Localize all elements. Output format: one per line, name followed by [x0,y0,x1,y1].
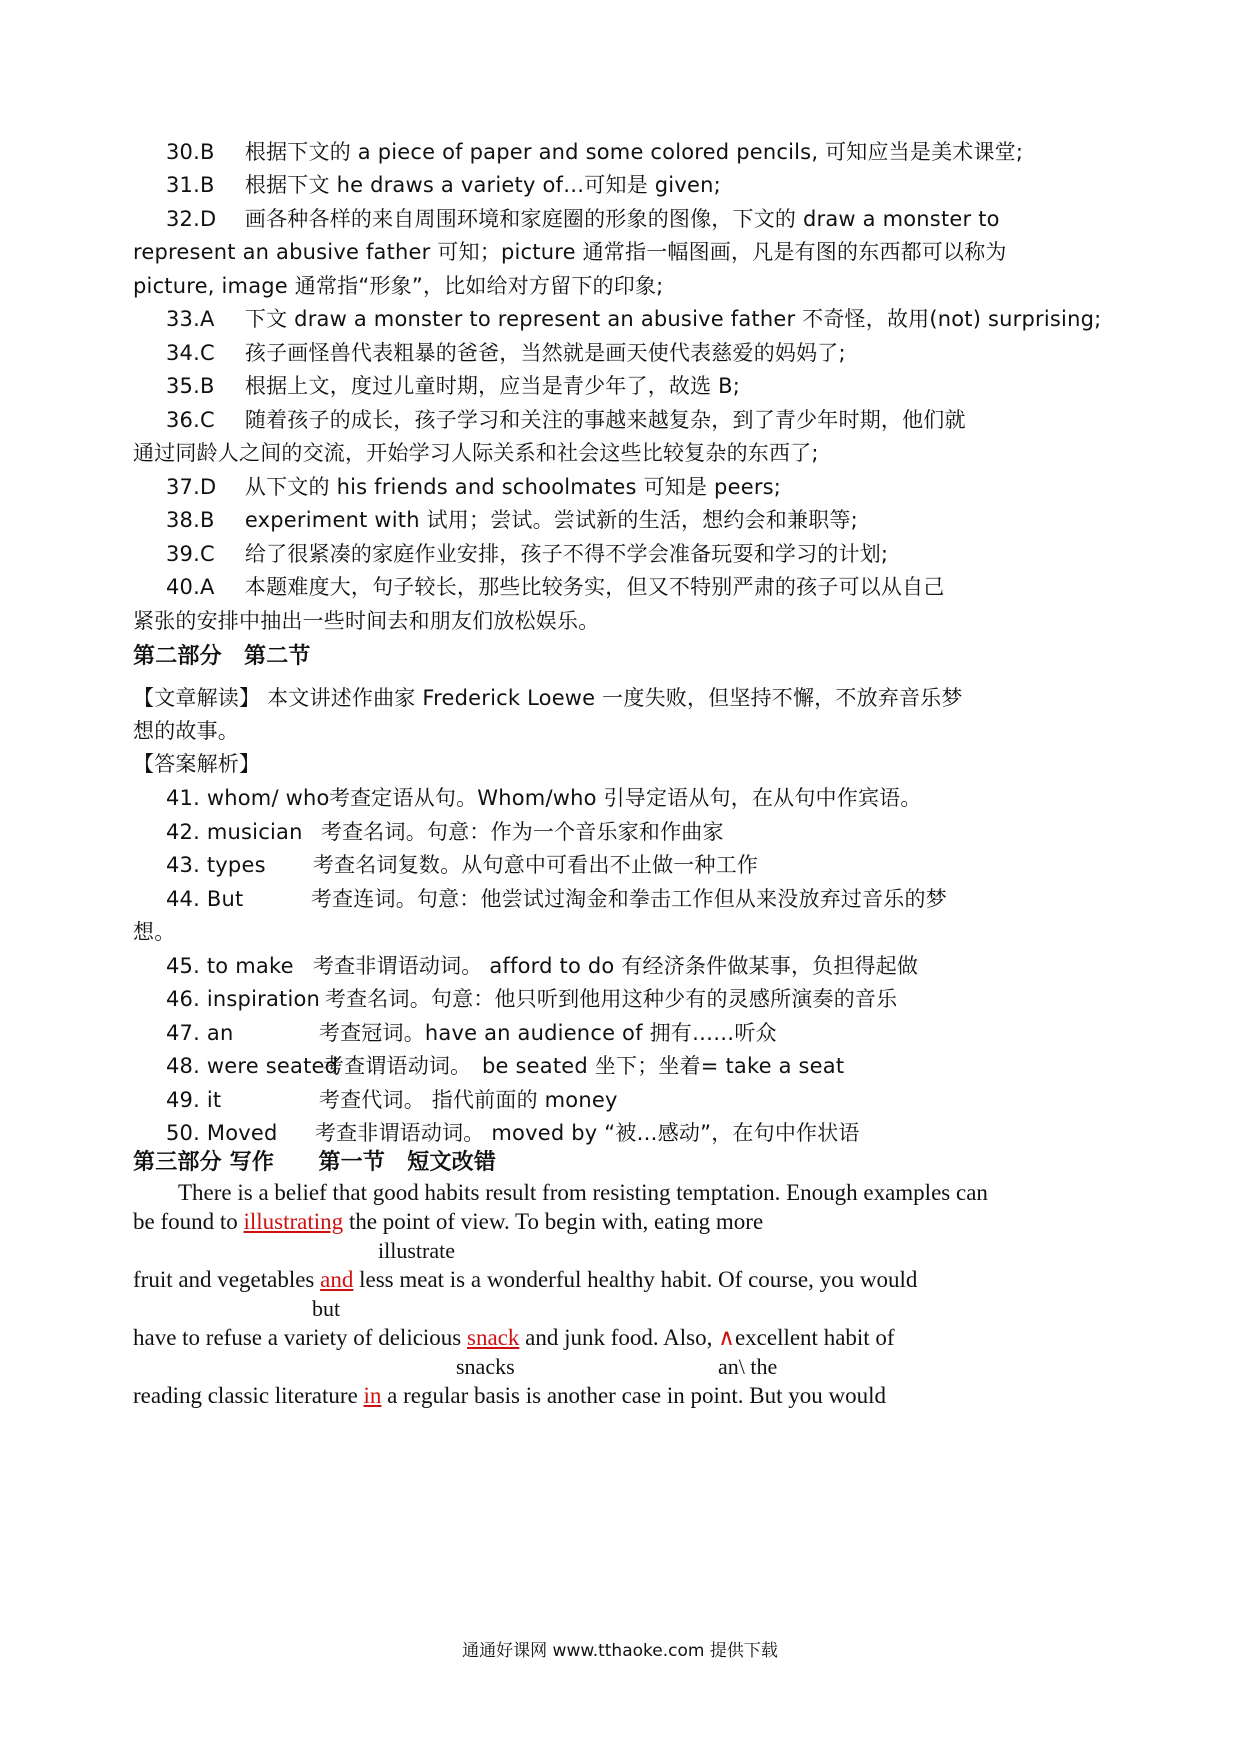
answer-text: 画各种各样的来自周围环境和家庭圈的形象的图像，下文的 draw a monster to [244,207,1000,231]
answer-text: 给了很紧凑的家庭作业安排，孩子不得不学会准备玩耍和学习的计划; [244,542,889,566]
passage-line-2 [133,1208,763,1236]
answer-38 [166,506,858,534]
answer-number: 39.C [166,542,215,566]
passage-text: reading classic literature [133,1383,364,1408]
answer-explanation: 考查连词。句意：他尝试过淘金和拳击工作但从来没放弃过音乐的梦 [310,887,947,911]
footer-credit: 通通好课网 www.tthaoke.com 提供下载 [462,1641,778,1661]
answer-number: 34.C [166,341,215,365]
error-word: illustrating [243,1209,344,1234]
answer-39 [166,540,888,568]
answer-44 [166,885,947,913]
answer-37 [166,473,781,501]
passage-text: less meat is a wonderful healthy habit. Of course, you would [353,1267,918,1292]
answer-34 [166,339,846,367]
answer-47 [166,1019,777,1047]
answer-45 [166,952,918,980]
answer-text: 根据上文，度过儿童时期，应当是青少年了，故选 B; [244,374,741,398]
answer-text: 本题难度大，句子较长，那些比较务实，但又不特别严肃的孩子可以从自己 [244,575,945,599]
answer-36-cont: 通过同龄人之间的交流，开始学习人际关系和社会这些比较复杂的东西了; [133,441,819,465]
answer-46 [166,985,897,1013]
insert-caret-icon: ∧ [718,1325,735,1350]
passage-line-5 [133,1382,886,1410]
error-word: and [320,1267,354,1292]
answer-49 [166,1086,618,1114]
passage-text: excellent habit of [734,1325,895,1350]
correction-an-the: an\ the [718,1354,778,1379]
answer-text: 从下文的 his friends and schoolmates 可知是 peers; [244,475,782,499]
answer-41 [166,784,922,812]
correction-illustrate: illustrate [378,1238,455,1263]
passage-text: the point of view. To begin with, eating more [343,1209,764,1234]
answer-text: 根据下文 he draws a variety of…可知是 given; [244,173,721,197]
answer-40 [166,573,945,601]
answer-30 [166,138,1023,166]
passage-text: be found to [133,1209,244,1234]
answer-50 [166,1119,860,1147]
answer-explanation: 考查谓语动词。 be seated 坐下；坐着= take a seat [322,1054,845,1078]
passage-text: a regular basis is another case in point. But you would [381,1383,887,1408]
passage-text: have to refuse a variety of delicious [133,1325,468,1350]
answer-number: 31.B [166,173,215,197]
answer-text: 孩子画怪兽代表粗暴的爸爸，当然就是画天使代表慈爱的妈妈了; [244,341,846,365]
answer-36 [166,406,966,434]
answer-number: 36.C [166,408,215,432]
answer-text: experiment with 试用；尝试。尝试新的生活，想约会和兼职等; [244,508,858,532]
answer-word: 44. But [166,887,244,911]
answer-word: 48. were seated [166,1054,339,1078]
answer-number: 33.A [166,307,215,331]
answer-31 [166,171,721,199]
answer-number: 30.B [166,140,215,164]
answer-word: 43. types [166,853,266,877]
answer-word: 50. Moved [166,1121,278,1145]
answer-35 [166,372,740,400]
passage-text: fruit and vegetables [133,1267,321,1292]
answer-48 [166,1052,844,1080]
correction-but: but [312,1296,341,1321]
answer-explanation: 考查名词。句意：作为一个音乐家和作曲家 [320,820,724,844]
reading-summary-cont: 想的故事。 [133,719,239,743]
passage-line-3 [133,1266,917,1294]
answer-number: 35.B [166,374,215,398]
answer-number: 40.A [166,575,215,599]
answer-word: 47. an [166,1021,234,1045]
passage-text: and junk food. Also, [519,1325,719,1350]
correction-snacks: snacks [456,1354,515,1379]
answer-word: 45. to make [166,954,294,978]
answer-text: 下文 draw a monster to represent an abusive father 不奇怪，故用(not) surprising; [244,307,1102,331]
answer-explanation: 考查名词复数。从句意中可看出不止做一种工作 [312,853,759,877]
answer-text: 根据下文的 a piece of paper and some colored pencils, 可知应当是美术课堂; [244,140,1024,164]
answer-word: 49. it [166,1088,222,1112]
answer-number: 37.D [166,475,217,499]
answer-word: 41. whom/ who [166,786,330,810]
answer-word: 46. inspiration [166,987,321,1011]
answer-32 [166,205,1000,233]
answer-44-cont: 想。 [133,920,176,944]
reading-text: 本文讲述作曲家 Frederick Loewe 一度失败，但坚持不懈，不放弃音乐梦 [267,686,963,710]
section3-heading: 第三部分 写作 第一节 短文改错 [133,1150,497,1175]
answer-40-cont: 紧张的安排中抽出一些时间去和朋友们放松娱乐。 [133,609,600,633]
answer-text: 随着孩子的成长，孩子学习和关注的事越来越复杂，到了青少年时期，他们就 [244,408,966,432]
error-word: in [363,1383,382,1408]
answer-word: 42. musician [166,820,303,844]
answer-explanation: 考查定语从句。Whom/who 引导定语从句，在从句中作宾语。 [328,786,922,810]
answer-33 [166,305,1101,333]
reading-summary [133,684,963,712]
analysis-label: 【答案解析】 [133,752,261,776]
error-word: snack [467,1325,520,1350]
answer-explanation: 考查代词。 指代前面的 money [318,1088,618,1112]
passage-line-1: There is a belief that good habits result from resisting temptation. Enough examples can [178,1180,988,1205]
answer-42 [166,818,724,846]
reading-label: 【文章解读】 [133,686,261,710]
answer-43 [166,851,758,879]
answer-number: 32.D [166,207,217,231]
answer-explanation: 考查冠词。have an audience of 拥有……听众 [318,1021,777,1045]
answer-number: 38.B [166,508,215,532]
answer-explanation: 考查非谓语动词。 afford to do 有经济条件做某事，负担得起做 [312,954,919,978]
section2-heading: 第二部分 第二节 [133,644,311,669]
answer-explanation: 考查名词。句意：他只听到他用这种少有的灵感所演奏的音乐 [324,987,898,1011]
answer-explanation: 考查非谓语动词。 moved by “被…感动”，在句中作状语 [314,1121,860,1145]
answer-32-cont-2: picture, image 通常指“形象”，比如给对方留下的印象; [133,274,664,298]
answer-32-cont-1: represent an abusive father 可知；picture 通常指一幅图画，凡是有图的东西都可以称为 [133,240,1007,264]
passage-line-4 [133,1324,895,1352]
